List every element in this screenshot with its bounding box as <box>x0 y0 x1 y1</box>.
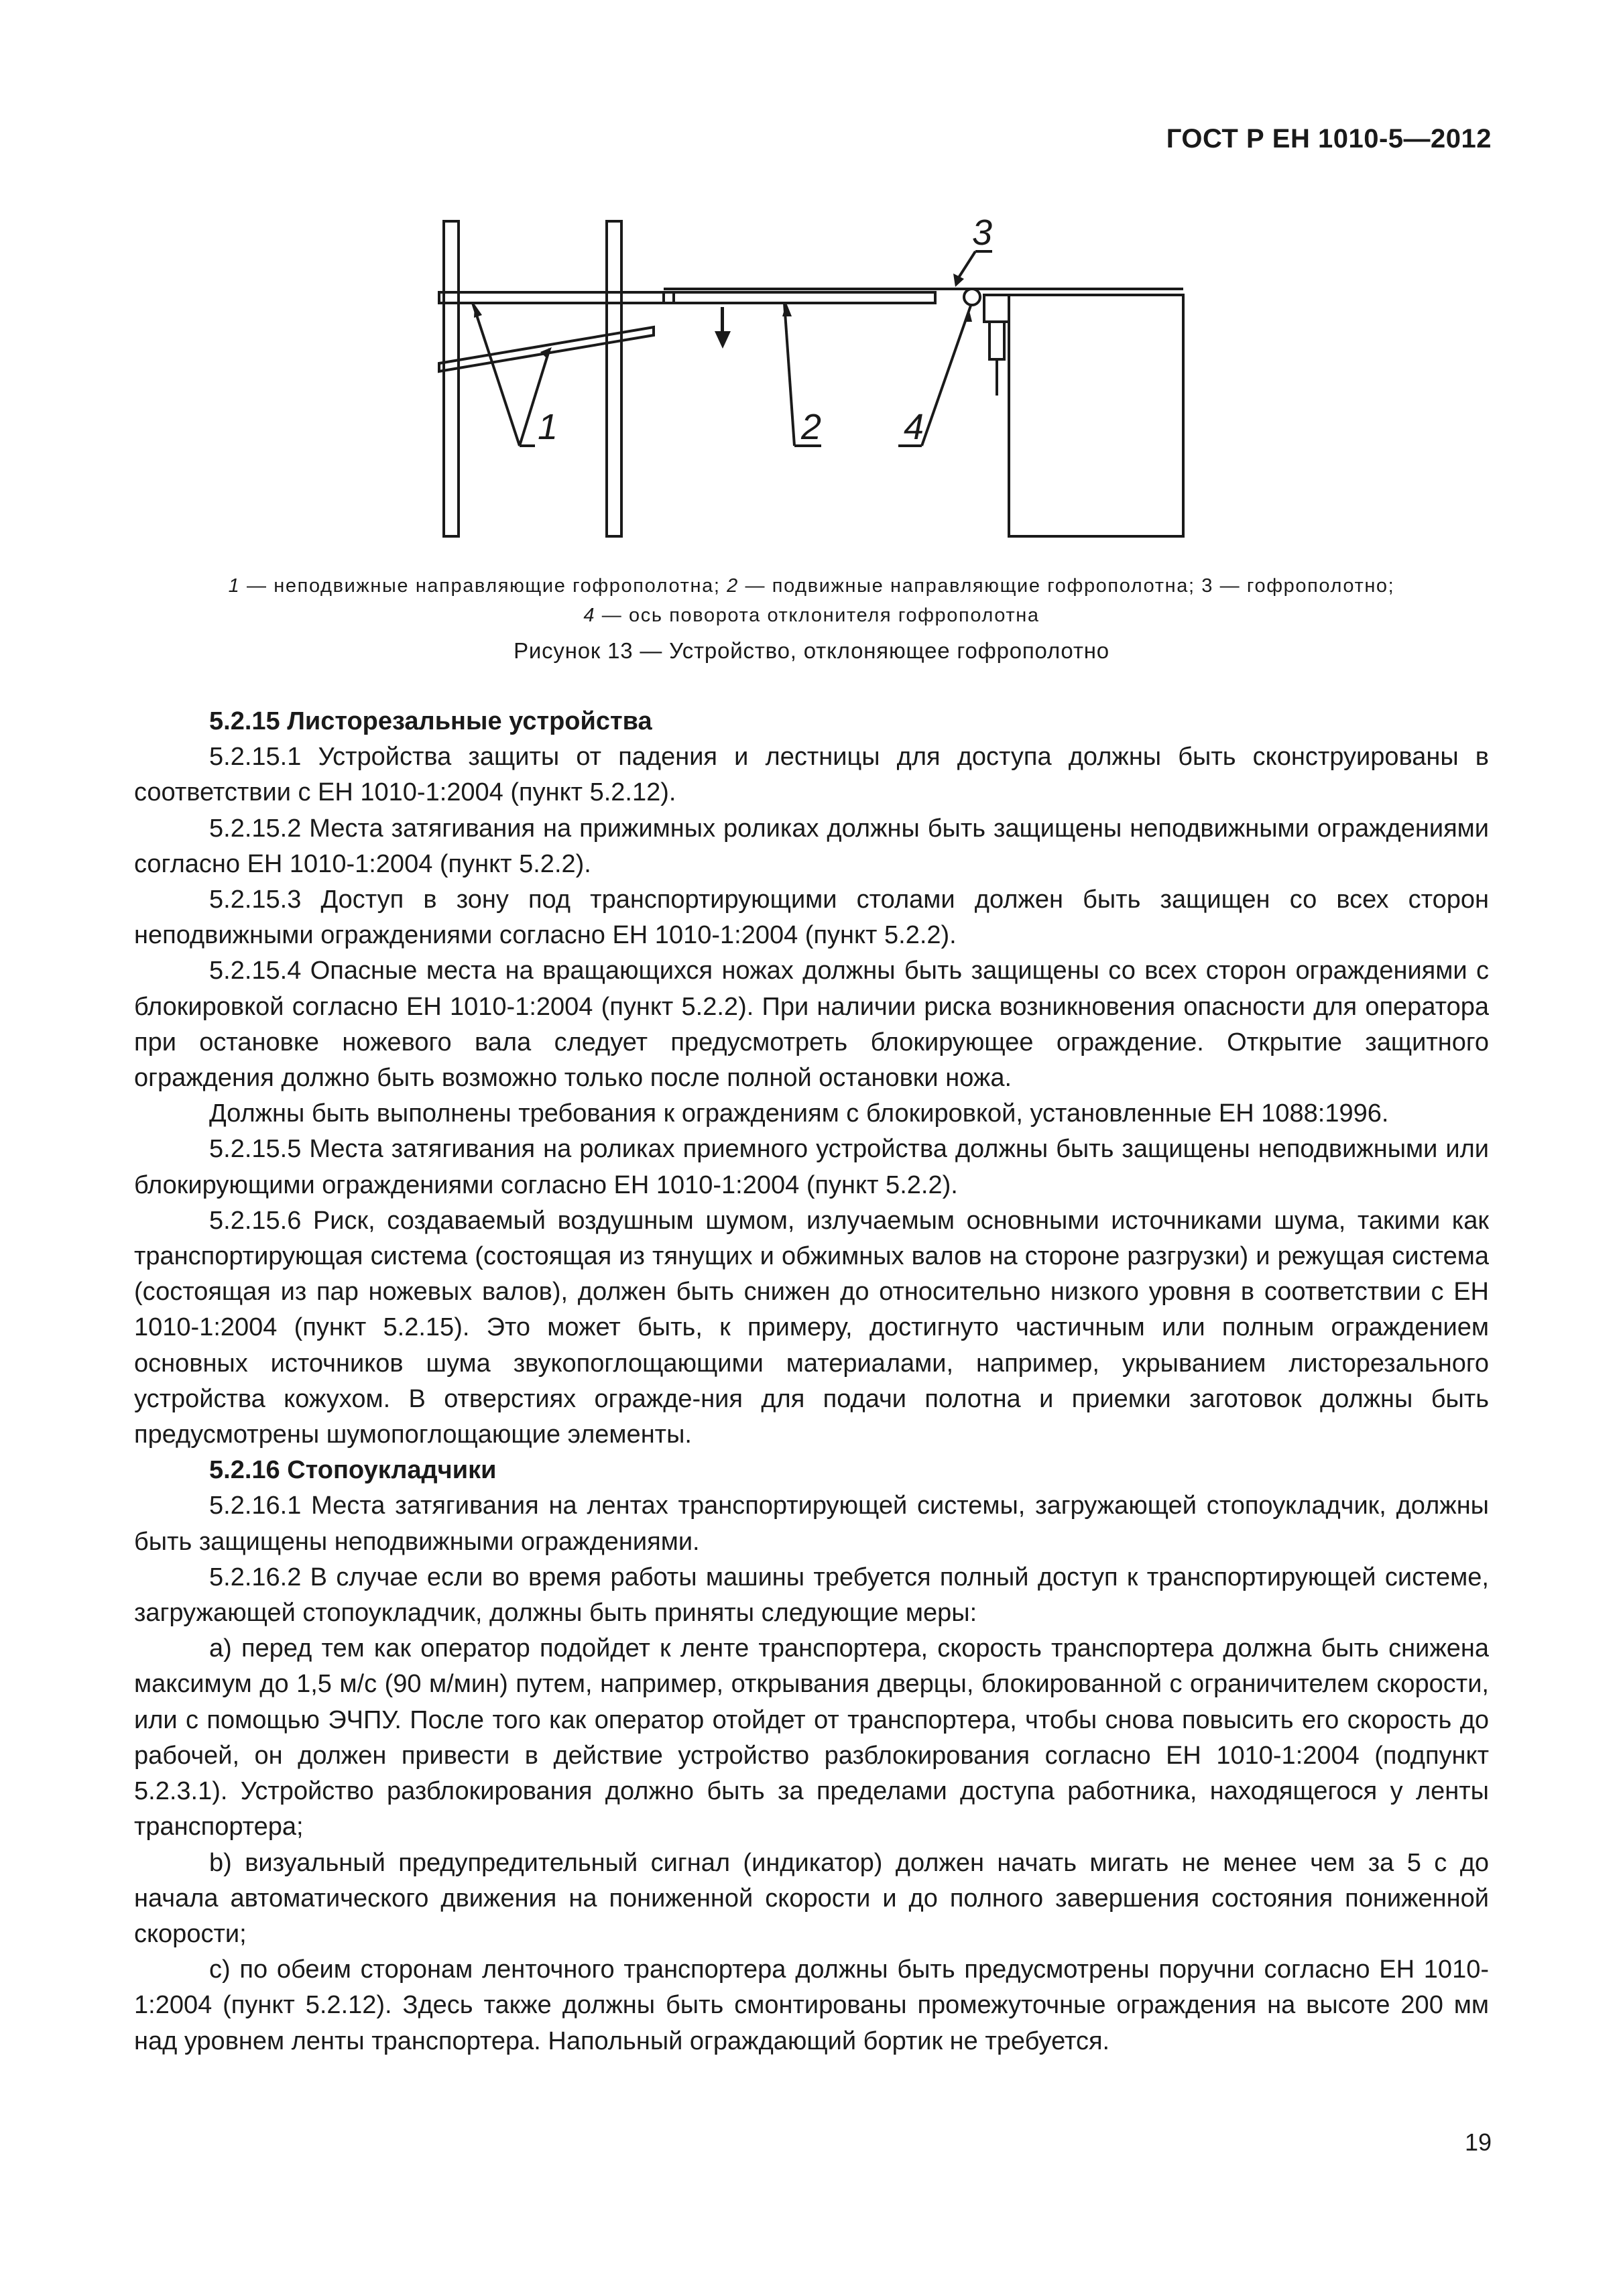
legend-number-1: 1 <box>228 575 241 597</box>
pivot-bracket-lower <box>989 322 1004 359</box>
paragraph: 5.2.16.2 В случае если во время работы машины требуется полный доступ к транспортирующей системе, загружающей стопоукладчик, должны быть приняты следующие меры: <box>134 1563 1489 1628</box>
paragraph: 5.2.15.2 Места затягивания на прижимных роликах должны быть защищены неподвижными ограждениями согласно ЕН 1010-1:2004 (пункт 5.2.2). <box>134 814 1489 878</box>
movable-guide <box>664 292 935 303</box>
body-text <box>134 704 1489 2059</box>
paragraph: 5.2.15.6 Риск, создаваемый воздушным шумом, излучаемым основными источниками шума, такими как транспортирующая система (состоящая из тянущих и обжимных валов на стороне разгрузки) и режущая система (состоящая из пар ножевых валов), должен быть снижен до относительно низкого уровня в соответствии с ЕН 1010-1:2004 (пункт 5.2.15). Это может быть, к примеру, достигнуто частичным или полным ограждением основных источников шума звукопоглощающими материалами, например, укрыванием листорезального устройства кожухом. В отверстиях огражде-ния для подачи полотна и приемки заготовок должны быть предусмотрены шумопоглощающие элементы. <box>134 1206 1489 1449</box>
section-heading: 5.2.16 Стопоукладчики <box>209 1456 497 1485</box>
legend-line-2 <box>134 601 1489 630</box>
paragraph: 5.2.16.1 Места затягивания на лентах транспортирующей системы, загружающей стопоукладчик, должны быть защищены неподвижными ограждениями. <box>134 1492 1489 1556</box>
figure-legend <box>134 571 1489 630</box>
callout-1: 1 <box>538 407 558 447</box>
callout-4: 4 <box>904 407 924 447</box>
paragraph: b) визуальный предупредительный сигнал (индикатор) должен начать мигать не менее чем за 5 с до начала автоматического движения на пониженной скорости и до полного завершения состояния пониженной скорости; <box>134 1848 1489 1948</box>
legend-line-1 <box>134 571 1489 601</box>
callout-3: 3 <box>972 213 993 253</box>
figure-13-drawing <box>416 194 1207 543</box>
legend-text-2: — подвижные направляющие гофрополотна; 3 — гофрополотно; <box>738 575 1395 597</box>
figure-caption: Рисунок 13 — Устройство, отклоняющее гофрополотно <box>514 638 1109 663</box>
paragraph: 5.2.15.5 Места затягивания на роликах приемного устройства должны быть защищены неподвижными или блокирующими ограждениями согласно ЕН 1010-1:2004 (пункт 5.2.2). <box>134 1135 1489 1199</box>
paragraph: 5.2.15.4 Опасные места на вращающихся ножах должны быть защищены со всех сторон ограждениями с блокировкой согласно ЕН 1010-1:2004 (пункт 5.2.2). При наличии риска возникновения опасности для оператора при остановке ножевого вала следует предусмотреть блокирующее ограждение. Открытие защитного ограждения должно быть возможно только после полной остановки ножа. <box>134 957 1489 1093</box>
fixed-post-right <box>607 221 621 536</box>
fixed-guide-top <box>439 292 674 303</box>
paragraph: Должны быть выполнены требования к ограждениям с блокировкой, установленные ЕН 1088:1996. <box>209 1099 1389 1128</box>
legend-text-1: — неподвижные направляющие гофрополотна; <box>240 575 727 597</box>
legend-text-4: — ось поворота отклонителя гофрополотна <box>595 605 1040 626</box>
document-id-header: ГОСТ Р ЕН 1010-5—2012 <box>1166 124 1492 154</box>
fixed-post-left <box>444 221 459 536</box>
machine-box <box>1009 295 1183 536</box>
deflector-device-diagram <box>416 194 1207 543</box>
callout-2: 2 <box>801 407 822 447</box>
legend-number-2: 2 <box>727 575 739 597</box>
paragraph: a) перед тем как оператор подойдет к ленте транспортера, скорость транспортера должна быть снижена максимум до 1,5 м/с (90 м/мин) путем, например, открывания дверцы, блокированной с ограничителем скорости, или с помощью ЭЧПУ. После того как оператор отойдет от транспортера, чтобы снова повысить его скорость до рабочей, он должен привести в действие устройство разблокирования согласно ЕН 1010-1:2004 (подпункт 5.2.3.1). Устройство разблокирования должно быть за пределами доступа работника, находящегося у ленты транспортера; <box>134 1634 1489 1841</box>
paragraph: 5.2.15.3 Доступ в зону под транспортирующими столами должен быть защищен со всех сторон неподвижными ограждениями согласно ЕН 1010-1:2004 (пункт 5.2.2). <box>134 886 1489 950</box>
page-number: 19 <box>1464 2128 1492 2156</box>
paragraph: 5.2.15.1 Устройства защиты от падения и лестницы для доступа должны быть сконструированы в соответствии с ЕН 1010-1:2004 (пункт 5.2.12). <box>134 743 1489 807</box>
section-heading: 5.2.15 Листорезальные устройства <box>209 707 652 735</box>
pivot-bracket <box>984 295 1009 322</box>
pivot-axis <box>964 289 980 305</box>
paragraph: c) по обеим сторонам ленточного транспортера должны быть предусмотрены поручни согласно ЕН 1010-1:2004 (пункт 5.2.12). Здесь также должны быть смонтированы промежуточные ограждения на высоте 200 мм над уровнем ленты транспортера. Напольный ограждающий бортик не требуется. <box>134 1955 1489 2055</box>
legend-number-4: 4 <box>583 605 596 626</box>
